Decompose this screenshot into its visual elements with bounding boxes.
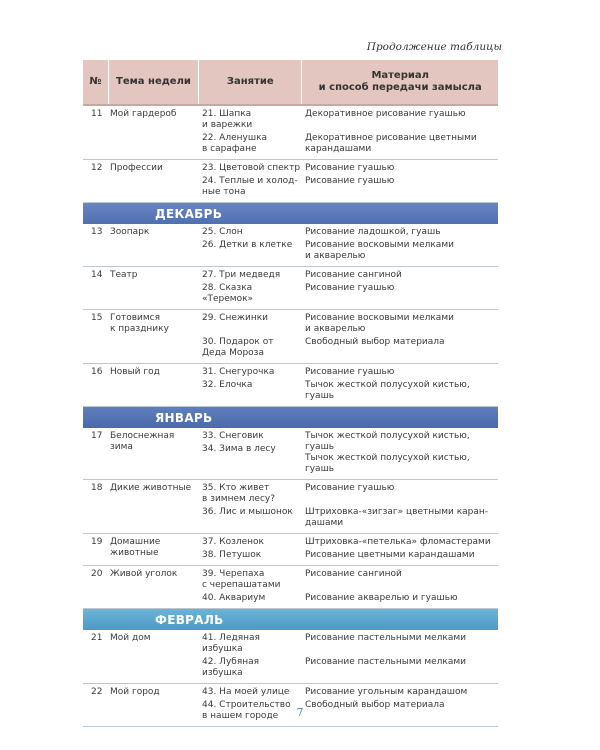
header-material: Материал и способ передачи замысла (318, 70, 482, 93)
row-theme: Белоснежная зима (110, 431, 175, 452)
table-row (83, 428, 498, 480)
table-row (83, 364, 498, 407)
lesson-material: Тычок жесткой полусухой кистью, гуашь (305, 453, 470, 474)
lesson-material: Рисование пастельными мелками (305, 633, 467, 643)
row-number: 15 (91, 313, 103, 323)
lesson-name: 23. Цветовой спектр (202, 163, 301, 173)
lesson-name: 44. Строительство в нашем городе (202, 700, 291, 721)
row-materials (301, 310, 498, 363)
row-number: 16 (91, 367, 103, 377)
row-number: 13 (91, 227, 103, 237)
lesson-plan-table (83, 60, 498, 727)
rows-december (83, 224, 498, 407)
lesson-name: 22. Аленушка в сарафане (202, 133, 268, 154)
row-number: 20 (91, 569, 103, 579)
lesson-name: 27. Три медведя (202, 270, 281, 280)
row-theme: Зоопарк (110, 227, 150, 237)
table-row (83, 566, 498, 609)
lesson-name: 40. Аквариум (202, 593, 266, 603)
row-lessons (198, 267, 301, 309)
lesson-material: Рисование гуашью (305, 176, 395, 186)
lesson-name: 31. Снегурочка (202, 367, 275, 377)
lesson-name: 42. Лубяная избушка (202, 657, 260, 678)
row-materials (301, 364, 498, 406)
row-materials (301, 534, 498, 565)
row-materials (301, 566, 498, 608)
row-lessons (198, 428, 301, 479)
lesson-name: 39. Черепаха с черепашатами (202, 569, 281, 590)
row-theme: Новый год (110, 367, 160, 377)
row-materials (301, 630, 498, 683)
row-lessons (198, 364, 301, 406)
lesson-material: Тычок жесткой полусухой кистью, гуашь (305, 431, 470, 452)
lesson-material: Рисование сангиной (305, 270, 402, 280)
lesson-material: Рисование восковыми мелками и акварелью (305, 240, 454, 261)
row-materials (301, 160, 498, 202)
page-number: 7 (296, 706, 304, 719)
lesson-material: Тычок жесткой полусухой кистью, гуашь (305, 380, 470, 401)
lesson-name: 34. Зима в лесу (202, 444, 276, 454)
lesson-material: Рисование гуашью (305, 163, 395, 173)
lesson-name: 41. Ледяная избушка (202, 633, 260, 654)
row-theme: Мой дом (110, 633, 151, 643)
lesson-name: 25. Слон (202, 227, 243, 237)
table-continuation-label: Продолжение таблицы (366, 41, 502, 53)
month-band-january: ЯНВАРЬ (83, 407, 498, 428)
row-lessons (198, 566, 301, 608)
lesson-material: Свободный выбор материала (305, 700, 445, 710)
row-theme: Дикие животные (110, 483, 192, 493)
lesson-name: 21. Шапка и варежки (202, 109, 253, 130)
lesson-material: Рисование гуашью (305, 483, 395, 493)
lesson-material: Декоративное рисование цветными карандашами (305, 133, 477, 154)
table-row (83, 267, 498, 310)
table-row (83, 106, 498, 160)
row-theme: Мой гардероб (110, 109, 177, 119)
row-theme: Домашние животные (110, 537, 161, 558)
lesson-material: Штриховка-«зигзаг» цветными каран- дашами (305, 507, 489, 528)
row-lessons (198, 630, 301, 683)
lesson-material: Свободный выбор материала (305, 337, 445, 347)
row-materials (301, 684, 498, 726)
lesson-name: 30. Подарок от Деда Мороза (202, 337, 274, 358)
row-number: 12 (91, 163, 103, 173)
row-materials (301, 428, 498, 479)
lesson-name: 36. Лис и мышонок (202, 507, 293, 517)
lesson-material: Рисование ладошкой, гуашь (305, 227, 441, 237)
lesson-name: 29. Снежинки (202, 313, 269, 323)
row-materials (301, 224, 498, 266)
lesson-material: Рисование гуашью (305, 367, 395, 377)
table-row (83, 224, 498, 267)
lesson-name: 43. На моей улице (202, 687, 290, 697)
table-row (83, 630, 498, 684)
row-theme: Живой уголок (110, 569, 178, 579)
row-lessons (198, 684, 301, 726)
lesson-material: Рисование угольным карандашом (305, 687, 468, 697)
row-theme: Мой город (110, 687, 160, 697)
row-lessons (198, 534, 301, 565)
lesson-name: 24. Теплые и холод- ные тона (202, 176, 298, 197)
row-materials (301, 106, 498, 159)
row-materials (301, 267, 498, 309)
table-header (83, 60, 498, 106)
lesson-name: 33. Снеговик (202, 431, 264, 441)
header-theme: Тема недели (109, 60, 199, 104)
row-theme: Профессии (110, 163, 163, 173)
row-lessons (198, 224, 301, 266)
lesson-name: 38. Петушок (202, 550, 262, 560)
lesson-name: 35. Кто живет в зимнем лесу? (202, 483, 276, 504)
row-number: 17 (91, 431, 103, 441)
row-lessons (198, 160, 301, 202)
lesson-material: Рисование пастельными мелками (305, 657, 467, 667)
lesson-material: Рисование акварелью и гуашью (305, 593, 458, 603)
lesson-name: 28. Сказка «Теремок» (202, 283, 254, 304)
table-row (83, 534, 498, 566)
rows-january (83, 428, 498, 609)
lesson-material: Декоративное рисование гуашью (305, 109, 466, 119)
lesson-material: Рисование гуашью (305, 283, 395, 293)
header-lesson: Занятие (199, 60, 302, 104)
row-lessons (198, 480, 301, 533)
month-band-february: ФЕВРАЛЬ (83, 609, 498, 630)
row-number: 18 (91, 483, 103, 493)
lesson-material: Рисование цветными карандашами (305, 550, 475, 560)
row-number: 14 (91, 270, 103, 280)
row-materials (301, 480, 498, 533)
month-band-december: ДЕКАБРЬ (83, 203, 498, 224)
lesson-material: Рисование восковыми мелками и акварелью (305, 313, 454, 334)
rows-november-end (83, 106, 498, 203)
row-theme: Театр (110, 270, 138, 280)
row-lessons (198, 106, 301, 159)
header-number: № (83, 60, 109, 104)
table-row (83, 480, 498, 534)
lesson-material: Рисование сангиной (305, 569, 402, 579)
lesson-name: 37. Козленок (202, 537, 264, 547)
row-number: 11 (91, 109, 103, 119)
row-number: 22 (91, 687, 103, 697)
row-number: 21 (91, 633, 103, 643)
row-number: 19 (91, 537, 103, 547)
row-lessons (198, 310, 301, 363)
table-row (83, 160, 498, 203)
lesson-name: 26. Детки в клетке (202, 240, 293, 250)
row-theme: Готовимся к празднику (110, 313, 169, 334)
lesson-name: 32. Елочка (202, 380, 253, 390)
lesson-material: Штриховка-«петелька» фломастерами (305, 537, 491, 547)
table-row (83, 310, 498, 364)
